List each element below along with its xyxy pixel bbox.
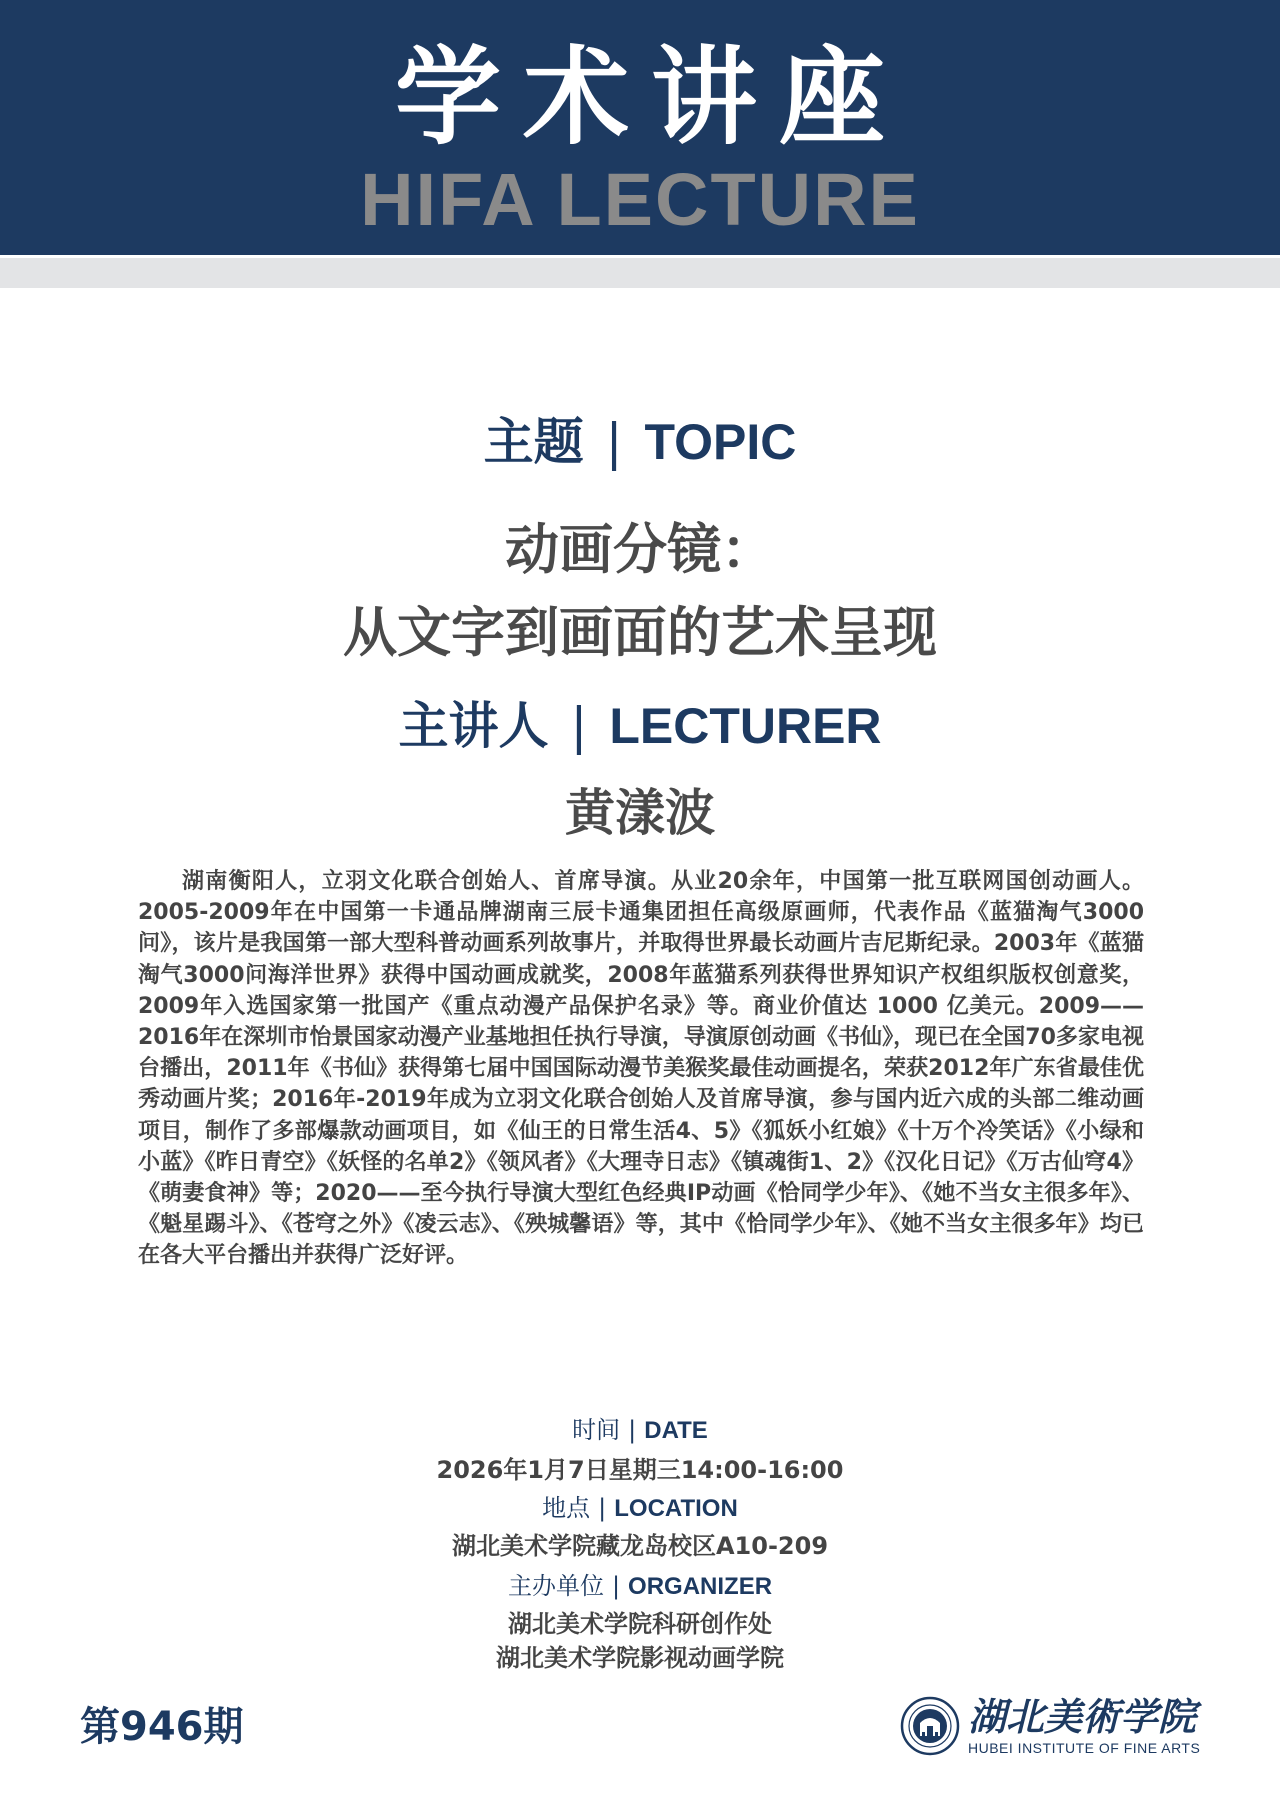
date-separator: | bbox=[628, 1416, 637, 1444]
logo-english-name: HUBEI INSTITUTE OF FINE ARTS bbox=[968, 1740, 1201, 1756]
location-label-cn: 地点 bbox=[542, 1494, 591, 1522]
topic-heading bbox=[0, 412, 1280, 472]
divider-stripe bbox=[0, 258, 1280, 288]
organizer-label-cn: 主办单位 bbox=[507, 1572, 604, 1600]
lecturer-label-en: LECTURER bbox=[609, 698, 882, 754]
logo-calligraphy bbox=[968, 1694, 1208, 1738]
organizer-heading bbox=[0, 1570, 1280, 1603]
issue-number: 第946期 bbox=[80, 1704, 244, 1750]
lecturer-name: 黄漾波 bbox=[565, 784, 715, 842]
location-label-en: LOCATION bbox=[614, 1495, 738, 1522]
location-separator: | bbox=[598, 1494, 607, 1522]
organizer-separator: | bbox=[611, 1572, 621, 1600]
lecturer-heading bbox=[0, 696, 1280, 756]
header-title-en: HIFA LECTURE bbox=[360, 158, 920, 241]
topic-label-cn: 主题 bbox=[483, 413, 584, 471]
logo-calligraphy-text: 湖北美術学院 bbox=[968, 1694, 1197, 1738]
institution-logo bbox=[900, 1692, 1210, 1762]
topic-separator: | bbox=[605, 413, 623, 471]
topic-title-line-1: 动画分镜： bbox=[505, 518, 775, 581]
lecturer-bio: 湖南衡阳人，立羽文化联合创始人、首席导演。从业20余年，中国第一批互联网国创动画人。2005-2009年在中国第一卡通品牌湖南三辰卡通集团担任高级原画师，代表作品《蓝猫淘气3000问》，该片是我国第一部大型科普动画系列故事片，并取得世界最长动画片吉尼斯纪录。2003年《蓝猫淘气3000问海洋世界》获得中国动画成就奖，2008年蓝猫系列获得世界知识产权组织版权创意奖，2009年入选国家第一批国产《重点动漫产品保护名录》等。商业价值达 1000 亿美元。2009——2016年在深圳市怡景国家动漫产业基地担任执行导演，导演原创动画《书仙》，现已在全国70多家电视台播出，2011年《书仙》获得第七届中国国际动漫节美猴奖最佳动画提名，荣获2012年广东省最佳优秀动画片奖；2016年-2019年成为立羽文化联合创始人及首席导演，参与国内近六成的头部二维动画项目，制作了多部爆款动画项目，如《仙王的日常生活4、5》《狐妖小红娘》《十万个冷笑话》《小绿和小蓝》《昨日青空》《妖怪的名单2》《领风者》《大理寺日志》《镇魂街1、2》《汉化日记》《万古仙穹4》《萌妻食神》等；2020——至今执行导演大型红色经典IP动画《恰同学少年》、《她不当女主很多年》、《魁星踢斗》、《苍穹之外》《凌云志》、《殃城馨语》等，其中《恰同学少年》、《她不当女主很多年》均已在各大平台播出并获得广泛好评。 bbox=[138, 869, 1144, 1269]
organizer-value-1: 湖北美术学院科研创作处 bbox=[508, 1610, 772, 1638]
location-heading bbox=[0, 1492, 1280, 1525]
lecturer-label-cn: 主讲人 bbox=[398, 697, 549, 755]
topic-label-en: TOPIC bbox=[644, 414, 797, 470]
date-label-cn: 时间 bbox=[572, 1416, 621, 1444]
date-label-en: DATE bbox=[644, 1417, 708, 1444]
organizer-label-en: ORGANIZER bbox=[628, 1573, 773, 1600]
organizer-value-2: 湖北美术学院影视动画学院 bbox=[496, 1644, 784, 1672]
lecturer-separator: | bbox=[570, 697, 588, 755]
topic-title-line-2: 从文字到画面的艺术呈现 bbox=[343, 601, 937, 664]
header-title-cn: 学术讲座 bbox=[395, 36, 907, 159]
date-value: 2026年1月7日星期三14:00-16:00 bbox=[436, 1456, 844, 1484]
location-value: 湖北美术学院藏龙岛校区A10-209 bbox=[451, 1532, 829, 1560]
emblem-icon bbox=[900, 1696, 960, 1756]
date-heading bbox=[0, 1414, 1280, 1447]
